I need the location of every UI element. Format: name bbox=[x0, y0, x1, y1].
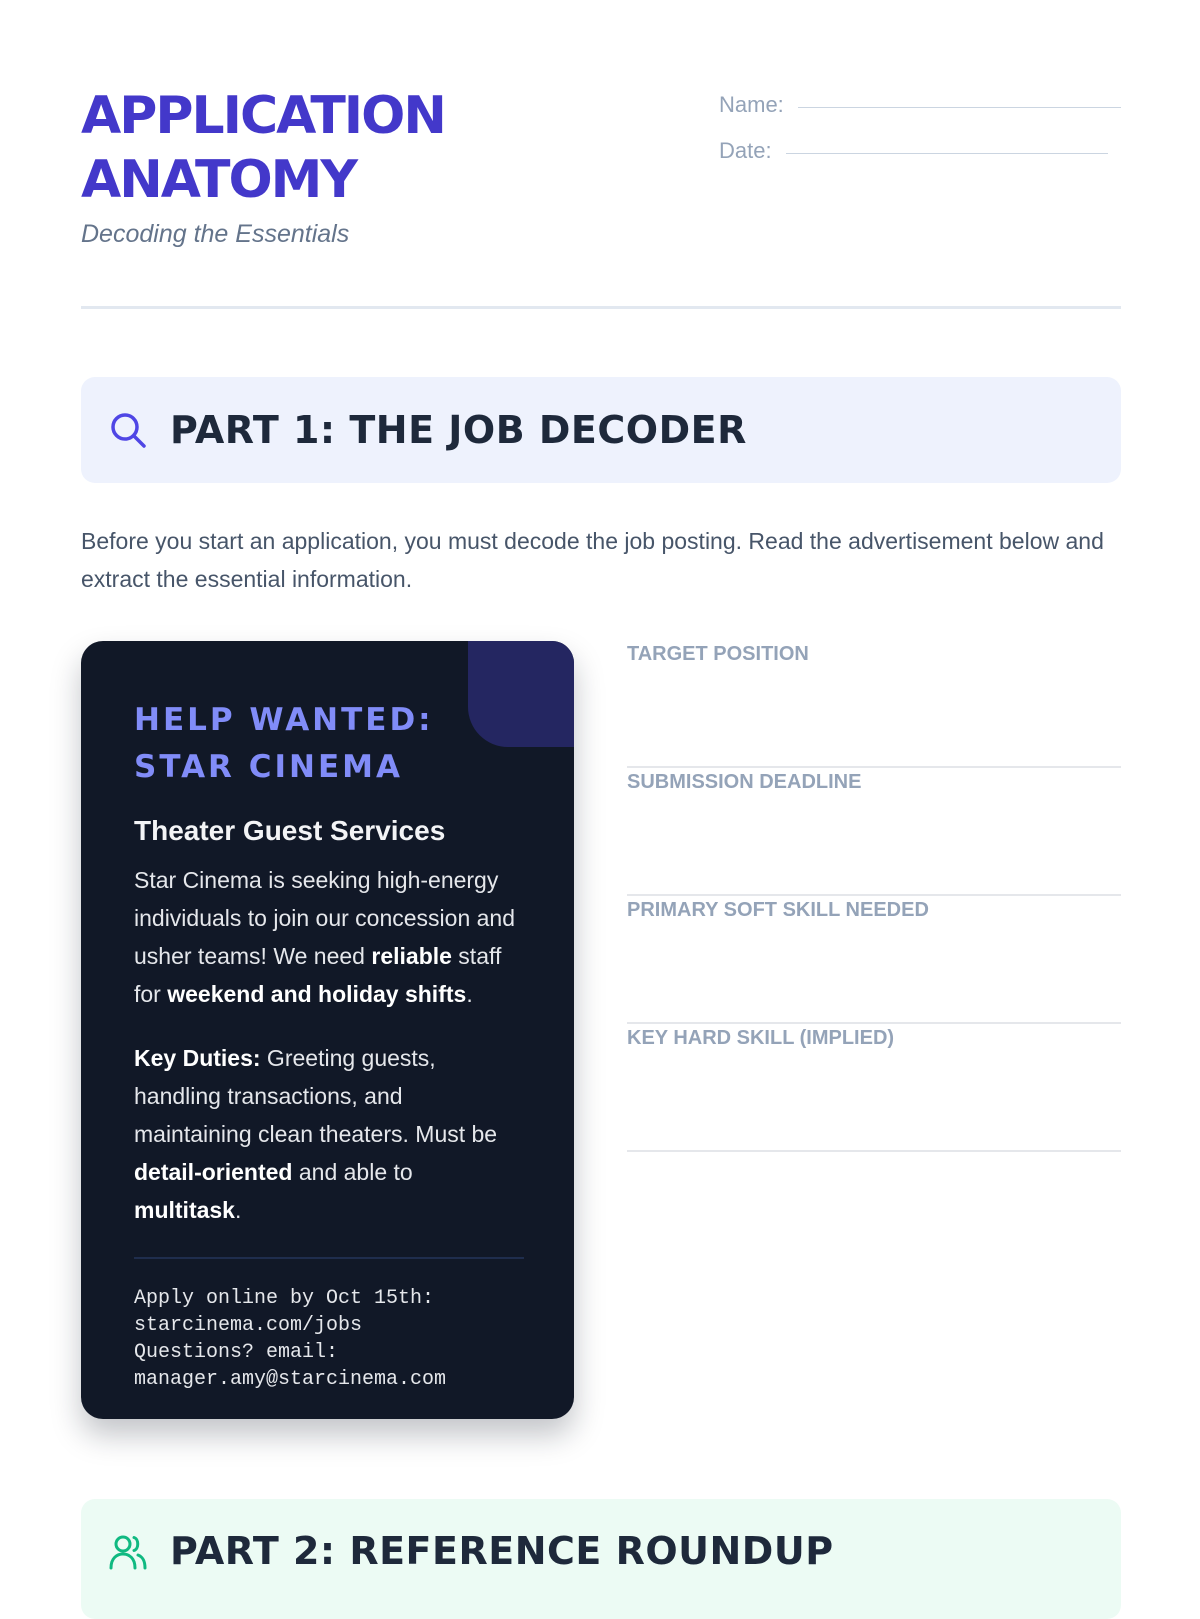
page-subtitle: Decoding the Essentials bbox=[81, 220, 350, 248]
ad-divider bbox=[134, 1257, 524, 1259]
page-title-line2: ANATOMY bbox=[81, 150, 357, 210]
date-field[interactable] bbox=[786, 153, 1108, 154]
ad-role: Theater Guest Services bbox=[134, 815, 446, 846]
part1-banner bbox=[81, 377, 1121, 483]
field-label: KEY HARD SKILL (IMPLIED) bbox=[627, 1027, 895, 1049]
name-label: Name: bbox=[719, 92, 784, 117]
job-ad-card bbox=[81, 641, 574, 1419]
part1-instructions: Before you start an application, you must decode the job posting. Read the advertisement below and extract the essential information. bbox=[81, 528, 1104, 592]
field-label: TARGET POSITION bbox=[627, 643, 809, 665]
name-row bbox=[719, 82, 1121, 128]
part2-title: PART 2: REFERENCE ROUNDUP bbox=[170, 1529, 834, 1573]
header-divider bbox=[81, 306, 1121, 309]
users-icon bbox=[108, 1532, 148, 1572]
date-label: Date: bbox=[719, 138, 772, 163]
ad-contact: Apply online by Oct 15th: starcinema.com/jobs Questions? email: manager.amy@starcinema.com bbox=[134, 1287, 447, 1391]
search-icon bbox=[108, 410, 148, 450]
student-info bbox=[719, 82, 1121, 174]
submission-deadline-field[interactable] bbox=[627, 768, 1121, 896]
ad-description: Star Cinema is seeking high-energy individuals to join our concession and usher teams! We need reliable staff for weekend and holiday shifts. bbox=[134, 867, 516, 1007]
field-label: SUBMISSION DEADLINE bbox=[627, 771, 862, 793]
soft-skill-field[interactable] bbox=[627, 896, 1121, 1024]
part2-banner bbox=[81, 1499, 1121, 1619]
target-position-field[interactable] bbox=[627, 640, 1121, 768]
page-title-line1: APPLICATION bbox=[81, 86, 445, 146]
ad-duties: Key Duties: Greeting guests, handling transactions, and maintaining clean theaters. Must be detail-oriented and able to multitask. bbox=[134, 1045, 498, 1223]
field-label: PRIMARY SOFT SKILL NEEDED bbox=[627, 899, 929, 921]
decoder-fields bbox=[627, 640, 1121, 1152]
date-row bbox=[719, 128, 1121, 174]
part1-title: PART 1: THE JOB DECODER bbox=[170, 408, 747, 452]
hard-skill-field[interactable] bbox=[627, 1024, 1121, 1152]
ad-heading: HELP WANTED: STAR CINEMA bbox=[134, 702, 434, 785]
name-field[interactable] bbox=[798, 107, 1121, 108]
